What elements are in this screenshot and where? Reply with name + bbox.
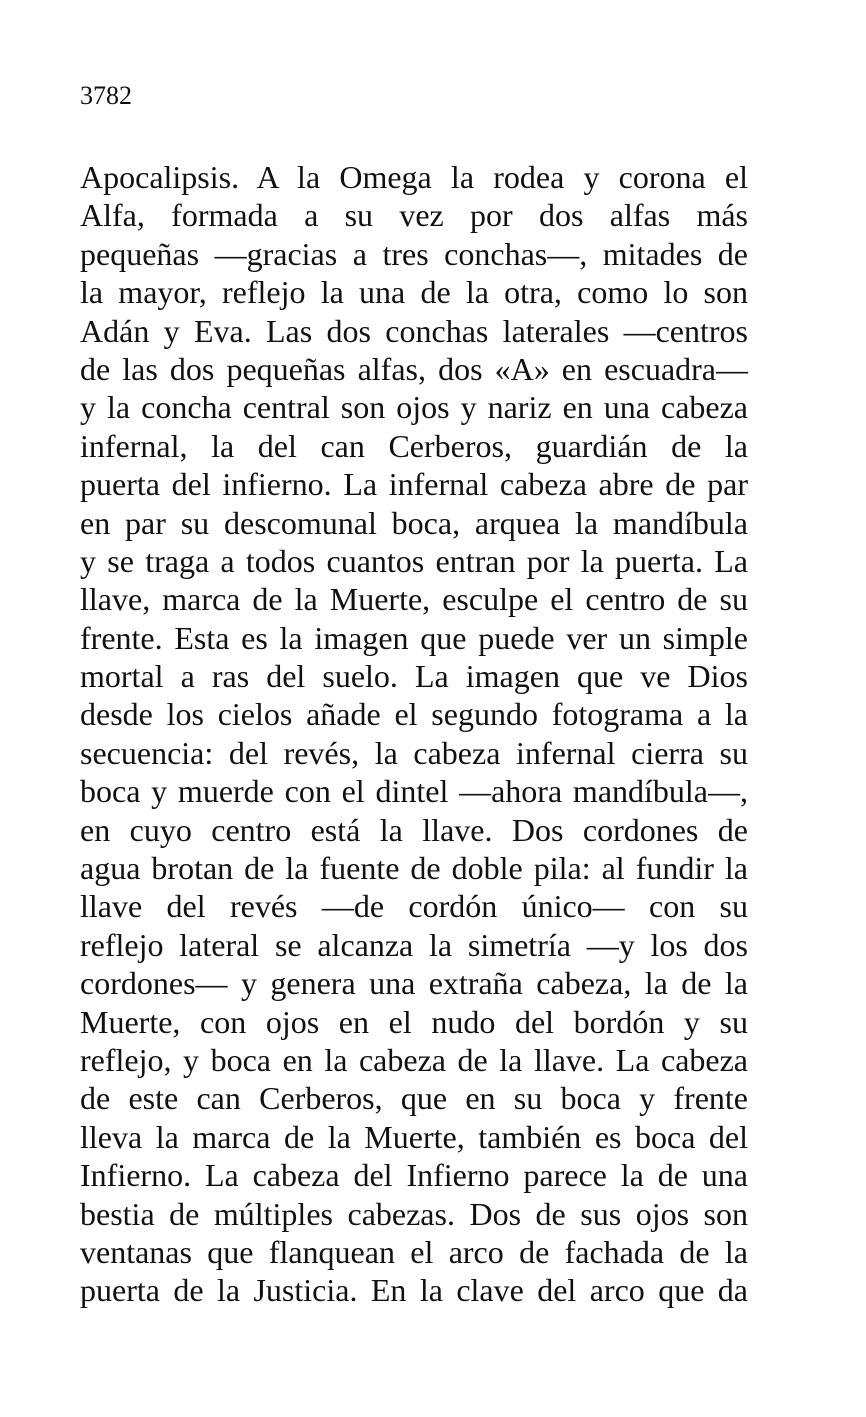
text-line: cordones— y genera una extraña cabeza, la de la	[80, 965, 748, 1002]
text-line: frente. Esta es la imagen que puede ver un simple	[80, 619, 748, 656]
text-line: desde los cielos añade el segundo fotograma a la	[80, 696, 748, 733]
text-line: Muerte, con ojos en el nudo del bordón y su	[80, 1003, 748, 1040]
text-line: agua brotan de la fuente de doble pila: al fundir la	[80, 850, 748, 887]
text-line: boca y muerde con el dintel —ahora mandíbula—,	[80, 773, 748, 810]
body-paragraph	[80, 158, 748, 1310]
text-line: la mayor, reflejo la una de la otra, como lo son	[80, 274, 748, 311]
text-line: llave, marca de la Muerte, esculpe el centro de su	[80, 581, 748, 618]
text-line: bestia de múltiples cabezas. Dos de sus ojos son	[80, 1195, 748, 1232]
text-line: reflejo, y boca en la cabeza de la llave. La cabeza	[80, 1041, 748, 1078]
text-line: llave del revés —de cordón único— con su	[80, 888, 748, 925]
text-line: mortal a ras del suelo. La imagen que ve Dios	[80, 658, 748, 695]
text-line: y la concha central son ojos y nariz en una cabeza	[80, 389, 748, 426]
text-line: en cuyo centro está la llave. Dos cordones de	[80, 811, 748, 848]
text-line: lleva la marca de la Muerte, también es boca del	[80, 1118, 748, 1155]
text-line: reflejo lateral se alcanza la simetría —y los dos	[80, 926, 748, 963]
text-line: y se traga a todos cuantos entran por la puerta. La	[80, 542, 748, 579]
text-line: Alfa, formada a su vez por dos alfas más	[80, 197, 748, 234]
text-line: pequeñas —gracias a tres conchas—, mitades de	[80, 235, 748, 272]
text-line: Infierno. La cabeza del Infierno parece la de una	[80, 1157, 748, 1194]
text-line: infernal, la del can Cerberos, guardián de la	[80, 427, 748, 464]
text-line: ventanas que flanquean el arco de fachada de la	[80, 1233, 748, 1270]
text-line: Apocalipsis. A la Omega la rodea y corona el	[80, 159, 748, 195]
text-line: de las dos pequeñas alfas, dos «A» en escuadra—	[80, 350, 748, 387]
text-line: de este can Cerberos, que en su boca y frente	[80, 1080, 748, 1117]
text-line: Adán y Eva. Las dos conchas laterales —centros	[80, 312, 748, 349]
page-number: 3782	[80, 81, 132, 110]
text-line: en par su descomunal boca, arquea la mandíbula	[80, 504, 748, 541]
text-line: puerta del infierno. La infernal cabeza abre de par	[80, 466, 748, 503]
text-line: puerta de la Justicia. En la clave del arco que da	[80, 1272, 748, 1309]
text-line: secuencia: del revés, la cabeza infernal cierra su	[80, 734, 748, 771]
